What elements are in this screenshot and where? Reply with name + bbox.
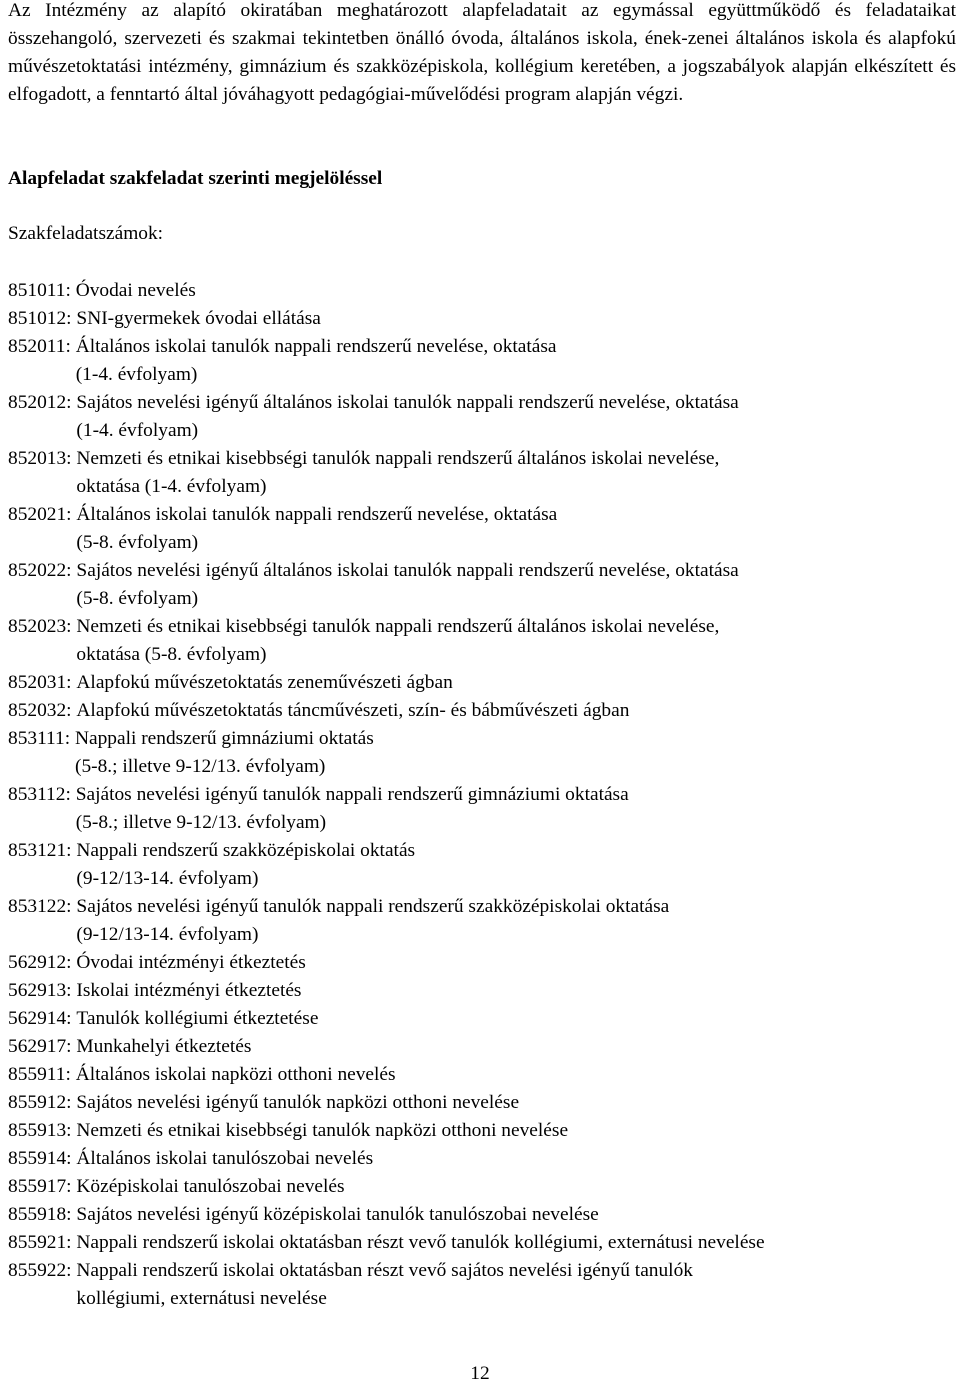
code-list-item: [8, 1005, 958, 1033]
code-separator: :: [66, 504, 77, 525]
item-description: [76, 697, 958, 725]
item-description: [76, 1033, 958, 1061]
code-separator: :: [66, 896, 77, 917]
item-description: [76, 445, 958, 501]
code-list: [8, 277, 958, 1313]
description-line: Nappali rendszerű iskolai oktatásban részt vevő sajátos nevelési igényű tanulók: [76, 1260, 693, 1281]
code-list-item: [8, 1117, 958, 1145]
code-list-item: [8, 445, 958, 501]
description-continuation: (9-12/13-14. évfolyam): [76, 868, 259, 889]
code-list-item: [8, 725, 958, 781]
code-separator: :: [66, 616, 77, 637]
description-line: Nemzeti és etnikai kisebbségi tanulók nappali rendszerű általános iskolai nevelése,: [76, 616, 720, 637]
description-line: Nappali rendszerű iskolai oktatásban részt vevő tanulók kollégiumi, externátusi nevelése: [76, 1232, 765, 1253]
description-line: Sajátos nevelési igényű tanulók nappali rendszerű szakközépiskolai oktatása: [76, 896, 670, 917]
code-list-item: [8, 389, 958, 445]
item-description: [76, 977, 958, 1005]
description-line: Sajátos nevelési igényű általános iskolai tanulók nappali rendszerű nevelése, oktatása: [76, 560, 739, 581]
code-list-item: [8, 1229, 958, 1257]
code-list-item: [8, 1033, 958, 1061]
item-description: [76, 1061, 958, 1089]
code-separator: :: [66, 1008, 77, 1029]
description-line: Munkahelyi étkeztetés: [76, 1036, 252, 1057]
code-separator: :: [66, 1176, 77, 1197]
code-separator: :: [66, 392, 77, 413]
description-continuation: (1-4. évfolyam): [75, 364, 198, 385]
description-line: Általános iskolai tanulószobai nevelés: [76, 1148, 374, 1169]
code-list-item: [8, 893, 958, 949]
code-list-item: [8, 1089, 958, 1117]
code-separator: :: [66, 1204, 77, 1225]
description-line: Nemzeti és etnikai kisebbségi tanulók napközi otthoni nevelése: [76, 1120, 569, 1141]
item-code: 562914: [8, 1008, 67, 1029]
code-separator: :: [66, 1232, 77, 1253]
item-description: [76, 781, 958, 837]
code-list-item: [8, 1061, 958, 1089]
item-description: [76, 1257, 958, 1313]
code-separator: :: [66, 980, 77, 1001]
item-code: 855914: [8, 1148, 67, 1169]
item-code: 853122: [8, 896, 67, 917]
item-code: 855911: [8, 1064, 66, 1085]
item-description: [76, 389, 958, 445]
codes-subheading: Szakfeladatszámok:: [8, 223, 164, 244]
description-continuation: (9-12/13-14. évfolyam): [76, 924, 259, 945]
item-code: 852012: [8, 392, 67, 413]
description-line: Óvodai nevelés: [75, 280, 196, 301]
code-separator: :: [66, 672, 77, 693]
description-line: Nemzeti és etnikai kisebbségi tanulók nappali rendszerű általános iskolai nevelése,: [76, 448, 720, 469]
item-code: 562913: [8, 980, 67, 1001]
code-separator: :: [64, 728, 75, 749]
description-line: Sajátos nevelési igényű tanulók nappali rendszerű gimnáziumi oktatása: [75, 784, 629, 805]
code-separator: :: [66, 952, 77, 973]
item-code: 852013: [8, 448, 67, 469]
item-code: 852023: [8, 616, 67, 637]
code-list-item: [8, 949, 958, 977]
item-code: 855921: [8, 1232, 67, 1253]
item-code: 851012: [8, 308, 67, 329]
code-separator: :: [66, 700, 77, 721]
item-code: 853121: [8, 840, 67, 861]
description-line: SNI-gyermekek óvodai ellátása: [76, 308, 321, 329]
item-description: [76, 1201, 958, 1229]
code-separator: :: [66, 1260, 77, 1281]
code-list-item: [8, 557, 958, 613]
description-line: Sajátos nevelési igényű középiskolai tanulók tanulószobai nevelése: [76, 1204, 599, 1225]
code-list-item: [8, 837, 958, 893]
description-line: Nappali rendszerű szakközépiskolai oktatás: [76, 840, 416, 861]
item-description: [76, 1089, 958, 1117]
item-code: 853112: [8, 784, 66, 805]
item-code: 855912: [8, 1092, 67, 1113]
code-separator: :: [66, 308, 77, 329]
description-line: Tanulók kollégiumi étkeztetése: [76, 1008, 319, 1029]
code-separator: :: [65, 784, 76, 805]
code-separator: :: [66, 560, 77, 581]
description-line: Alapfokú művészetoktatás zeneművészeti ágban: [76, 672, 453, 693]
description-continuation: (5-8.; illetve 9-12/13. évfolyam): [75, 812, 327, 833]
code-separator: :: [66, 448, 77, 469]
description-continuation: (5-8. évfolyam): [76, 588, 199, 609]
item-description: [76, 305, 958, 333]
description-line: Általános iskolai napközi otthoni nevelés: [75, 1064, 396, 1085]
item-code: 853111: [8, 728, 65, 749]
description-continuation: oktatása (1-4. évfolyam): [76, 476, 267, 497]
description-line: Általános iskolai tanulók nappali rendszerű nevelése, oktatása: [75, 336, 557, 357]
description-line: Alapfokú művészetoktatás táncművészeti, szín- és bábművészeti ágban: [76, 700, 630, 721]
description-continuation: kollégiumi, externátusi nevelése: [76, 1288, 327, 1309]
intro-paragraph: Az Intézmény az alapító okiratában meghatározott alapfeladatait az egymással együttműködő és feladataikat összehangoló, szervezeti és szakmai tekintetben önálló óvoda, általános iskola, ének-zenei általános iskola és alapfokú művészetoktatási intézmény, gimnázium és szakközépiskola, kollégium keretében, a jogszabályok alapján elkészített és elfogadott, a fenntartó által jóváhagyott pedagógiai-művelődési program alapján végzi.: [8, 0, 956, 105]
code-list-item: [8, 781, 958, 837]
item-code: 852021: [8, 504, 67, 525]
code-list-item: [8, 977, 958, 1005]
item-code: 562912: [8, 952, 67, 973]
code-list-item: [8, 501, 958, 557]
code-separator: :: [66, 1092, 77, 1113]
item-code: 852031: [8, 672, 67, 693]
item-code: 562917: [8, 1036, 67, 1057]
code-list-item: [8, 697, 958, 725]
item-description: [75, 725, 958, 781]
description-line: Sajátos nevelési igényű tanulók napközi otthoni nevelése: [76, 1092, 520, 1113]
item-description: [76, 1145, 958, 1173]
item-description: [76, 893, 958, 949]
code-list-item: [8, 277, 958, 305]
item-description: [76, 501, 958, 557]
item-description: [76, 669, 958, 697]
item-code: 855922: [8, 1260, 67, 1281]
description-continuation: oktatása (5-8. évfolyam): [76, 644, 267, 665]
page-number: 12: [470, 1363, 490, 1384]
item-description: [76, 1173, 958, 1201]
code-list-item: [8, 669, 958, 697]
item-code: 855918: [8, 1204, 67, 1225]
code-separator: :: [66, 1036, 77, 1057]
code-separator: :: [65, 1064, 76, 1085]
description-line: Iskolai intézményi étkeztetés: [76, 980, 302, 1001]
description-line: Középiskolai tanulószobai nevelés: [76, 1176, 345, 1197]
description-continuation: (5-8. évfolyam): [76, 532, 199, 553]
description-line: Óvodai intézményi étkeztetés: [76, 952, 306, 973]
code-separator: :: [65, 280, 76, 301]
item-code: 855917: [8, 1176, 67, 1197]
item-code: 851011: [8, 280, 66, 301]
item-code: 852011: [8, 336, 66, 357]
code-list-item: [8, 613, 958, 669]
item-description: [76, 277, 958, 305]
code-list-item: [8, 1145, 958, 1173]
item-code: 852032: [8, 700, 67, 721]
description-line: Nappali rendszerű gimnáziumi oktatás: [74, 728, 374, 749]
code-separator: :: [66, 840, 77, 861]
item-description: [76, 613, 958, 669]
item-code: 852022: [8, 560, 67, 581]
item-description: [76, 1005, 958, 1033]
code-separator: :: [66, 1148, 77, 1169]
item-code: 855913: [8, 1120, 67, 1141]
description-line: Sajátos nevelési igényű általános iskolai tanulók nappali rendszerű nevelése, oktatása: [76, 392, 739, 413]
description-line: Általános iskolai tanulók nappali rendszerű nevelése, oktatása: [76, 504, 558, 525]
item-description: [76, 1229, 958, 1257]
item-description: [76, 557, 958, 613]
code-list-item: [8, 333, 958, 389]
item-description: [76, 837, 958, 893]
code-list-item: [8, 1173, 958, 1201]
description-continuation: (5-8.; illetve 9-12/13. évfolyam): [74, 756, 326, 777]
item-description: [76, 1117, 958, 1145]
section-heading: Alapfeladat szakfeladat szerinti megjelöléssel: [8, 168, 383, 189]
description-continuation: (1-4. évfolyam): [76, 420, 199, 441]
code-separator: :: [66, 1120, 77, 1141]
code-list-item: [8, 1257, 958, 1313]
code-list-item: [8, 1201, 958, 1229]
code-list-item: [8, 305, 958, 333]
item-description: [76, 333, 958, 389]
item-description: [76, 949, 958, 977]
code-separator: :: [65, 336, 76, 357]
